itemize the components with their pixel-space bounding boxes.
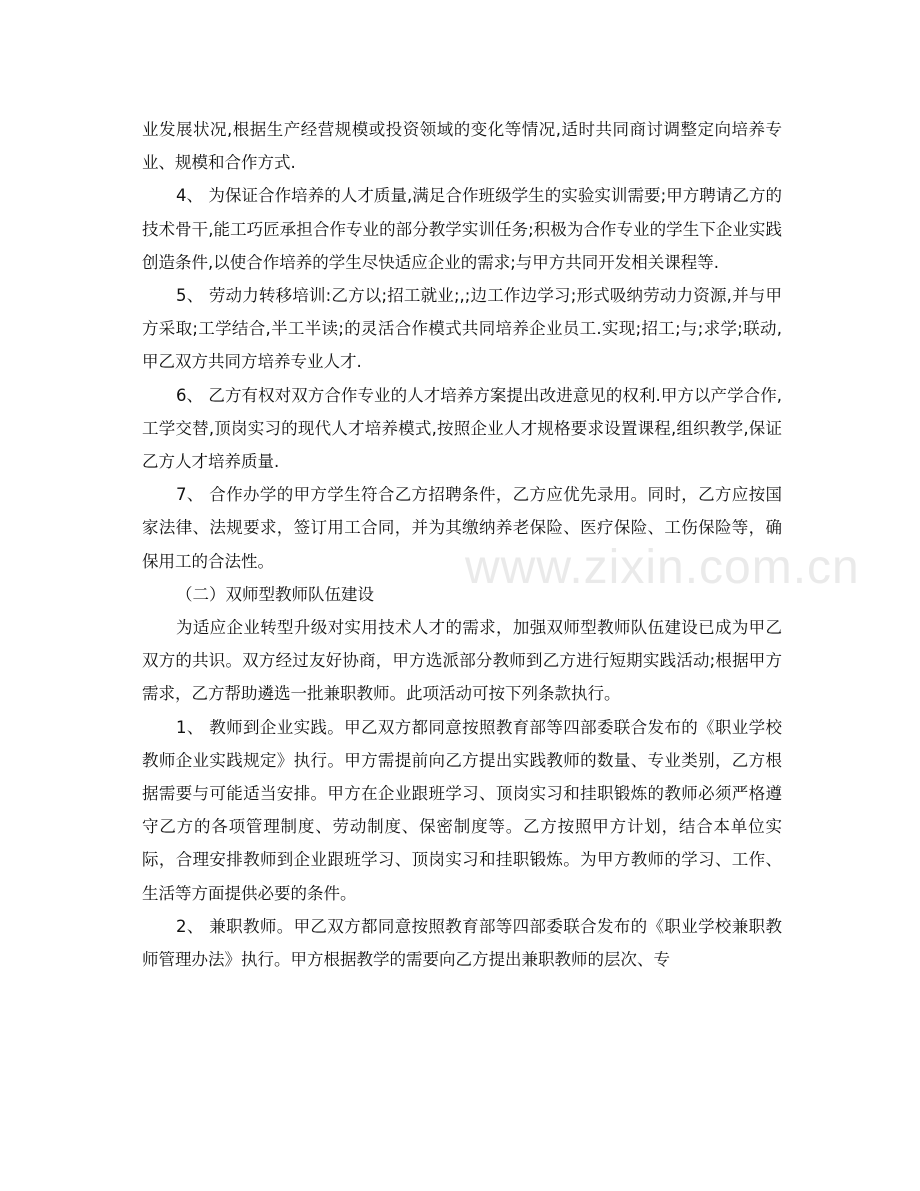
paragraph-item-6: 6、 乙方有权对双方合作专业的人才培养方案提出改进意见的权利.甲方以产学合作,工学交替,顶岗实习的现代人才培养模式,按照企业人才规格要求设置课程,组织教学,保证乙方人才培养质量. xyxy=(142,385,782,472)
section-heading: （二）双师型教师队伍建设 xyxy=(176,584,374,604)
paragraph-item-7: 7、 合作办学的甲方学生符合乙方招聘条件，乙方应优先录用。同时，乙方应按国家法律、法规要求，签订用工合同，并为其缴纳养老保险、医疗保险、工伤保险等，确保用工的合法性。 xyxy=(142,485,782,571)
document-body xyxy=(142,113,782,976)
paragraph-section-intro: 为适应企业转型升级对实用技术人才的需求，加强双师型教师队伍建设已成为甲乙双方的共识。双方经过友好协商，甲方选派部分教师到乙方进行短期实践活动;根据甲方需求，乙方帮助遴选一批兼职教师。此项活动可按下列条款执行。 xyxy=(142,618,782,704)
paragraph-subitem-2: 2、 兼职教师。甲乙双方都同意按照教育部等四部委联合发布的《职业学校兼职教师管理办法》执行。甲方根据教学的需要向乙方提出兼职教师的层次、专 xyxy=(142,916,782,970)
paragraph-subitem-1: 1、 教师到企业实践。甲乙双方都同意按照教育部等四部委联合发布的《职业学校教师企业实践规定》执行。甲方需提前向乙方提出实践教师的数量、专业类别，乙方根据需要与可能适当安排。甲方在企业跟班学习、顶岗实习和挂职锻炼的教师必须严格遵守乙方的各项管理制度、劳动制度、保密制度等。乙方按照甲方计划，结合本单位实际，合理安排教师到企业跟班学习、顶岗实习和挂职锻炼。为甲方教师的学习、工作、生活等方面提供必要的条件。 xyxy=(142,717,782,903)
paragraph-item-4: 4、 为保证合作培养的人才质量,满足合作班级学生的实验实训需要;甲方聘请乙方的技术骨干,能工巧匠承担合作专业的部分教学实训任务;积极为合作专业的学生下企业实践创造条件,以使合作培养的学生尽快适应企业的需求;与甲方共同开发相关课程等. xyxy=(142,186,782,272)
paragraph-item-5: 5、 劳动力转移培训:乙方以;招工就业;,;边工作边学习;形式吸纳劳动力资源,并与甲方采取;工学结合,半工半读;的灵活合作模式共同培养企业员工.实现;招工;与;求学;联动,甲乙双方共同方培养专业人才. xyxy=(142,286,782,372)
watermark: www.zixin.com.cn xyxy=(465,541,860,594)
paragraph-1: 业发展状况,根据生产经营规模或投资领域的变化等情况,适时共同商讨调整定向培养专业、规模和合作方式. xyxy=(142,120,782,173)
